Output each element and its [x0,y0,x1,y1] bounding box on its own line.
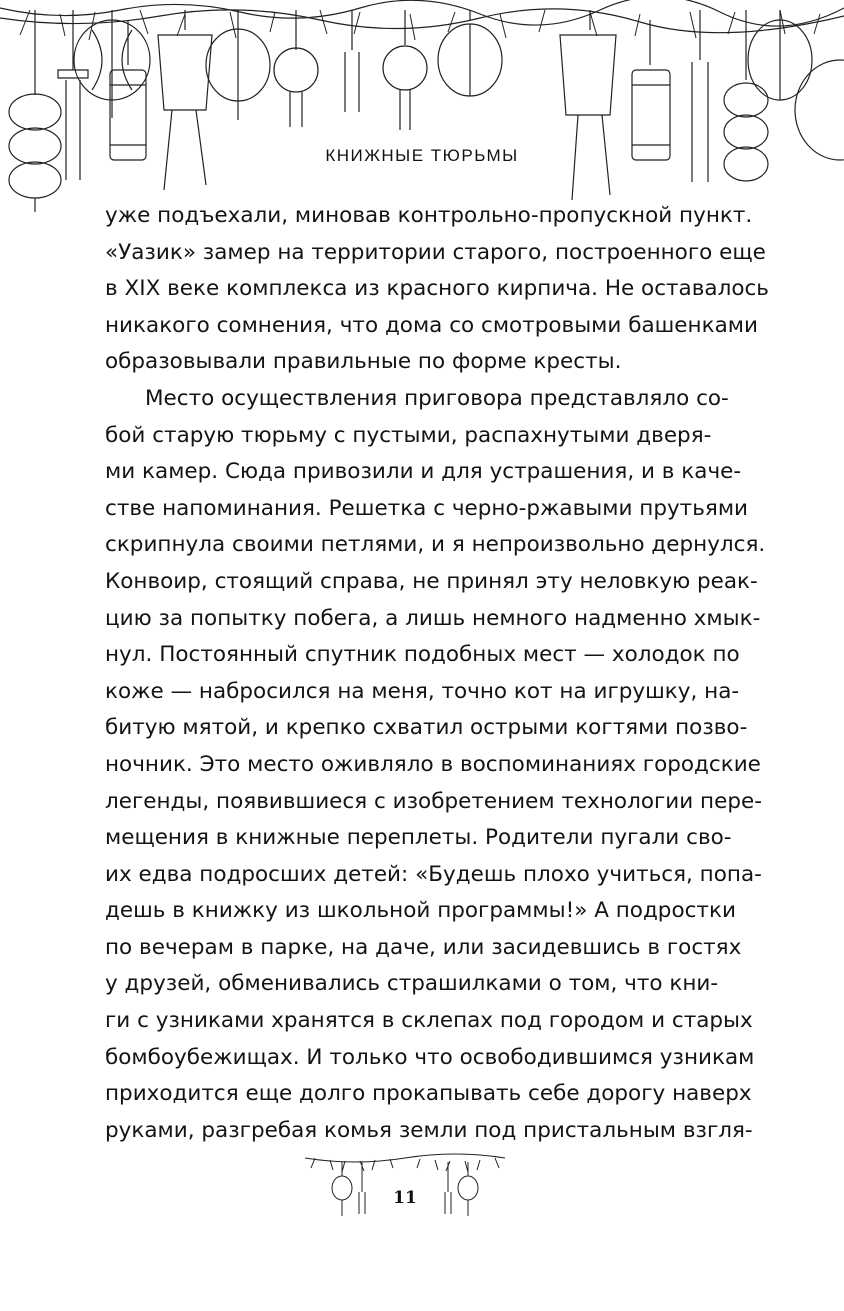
text-line: руками, разгребая комья земли под пристальным взгля- [105,1117,753,1143]
text-line: мещения в книжные переплеты. Родители пугали сво- [105,825,732,851]
text-line: у друзей, обменивались страшилками о том, что кни- [105,971,719,997]
text-line: ги с узниками хранятся в склепах под городом и старых [105,1008,753,1034]
running-head [0,146,844,166]
text-line: образовывали правильные по форме кресты. [105,349,622,375]
text-line: Конвоир, стоящий справа, не принял эту неловкую реак- [105,568,758,594]
text-line: ми камер. Сюда привозили и для устрашения, и в каче- [105,459,742,485]
text-line: коже — набросился на меня, точно кот на игрушку, на- [105,678,740,704]
text-line: приходится еще долго прокапывать себе дорогу наверх [105,1081,752,1107]
text-line: скрипнула своими петлями, и я непроизвольно дернулся. [105,532,766,558]
text-line: цию за попытку побега, а лишь немного надменно хмык- [105,605,761,631]
text-line: Место осуществления приговора представляло со- [145,385,729,411]
paragraph [105,381,766,1149]
text-line: дешь в книжку из школьной программы!» А подростки [105,898,736,924]
text-line: ночник. Это место оживляло в воспоминаниях городские [105,751,761,777]
text-line: в XIX веке комплекса из красного кирпича. Не оставалось [105,276,769,302]
lantern-footer-ornament [300,1152,510,1222]
text-line: легенды, появившиеся с изобретением технологии пере- [105,788,762,814]
lantern-garland-ornament [0,0,844,215]
text-line: «Уазик» замер на территории старого, построенного еще [105,239,766,265]
text-line: стве напоминания. Решетка с черно-ржавыми прутьями [105,495,749,521]
text-line: по вечерам в парке, на даче, или засидевшись в гостях [105,934,742,960]
text-line: уже подъехали, миновав контрольно-пропускной пункт. [105,203,753,228]
text-line: бомбоубежищах. И только что освободившимся узникам [105,1044,755,1070]
text-line: нул. Постоянный спутник подобных мест — холодок по [105,642,740,668]
body-text [105,198,769,1149]
text-line: бой старую тюрьму с пустыми, распахнутыми дверя- [105,422,712,448]
text-line: битую мятой, и крепко схватил острыми когтями позво- [105,715,748,741]
text-line: никакого сомнения, что дома со смотровыми башенками [105,312,758,338]
running-head-title: КНИЖНЫЕ ТЮРЬМЫ [315,146,528,165]
paragraph [105,198,769,381]
page-number: 11 [393,1188,417,1208]
text-line: их едва подросших детей: «Будешь плохо учиться, попа- [105,861,762,887]
